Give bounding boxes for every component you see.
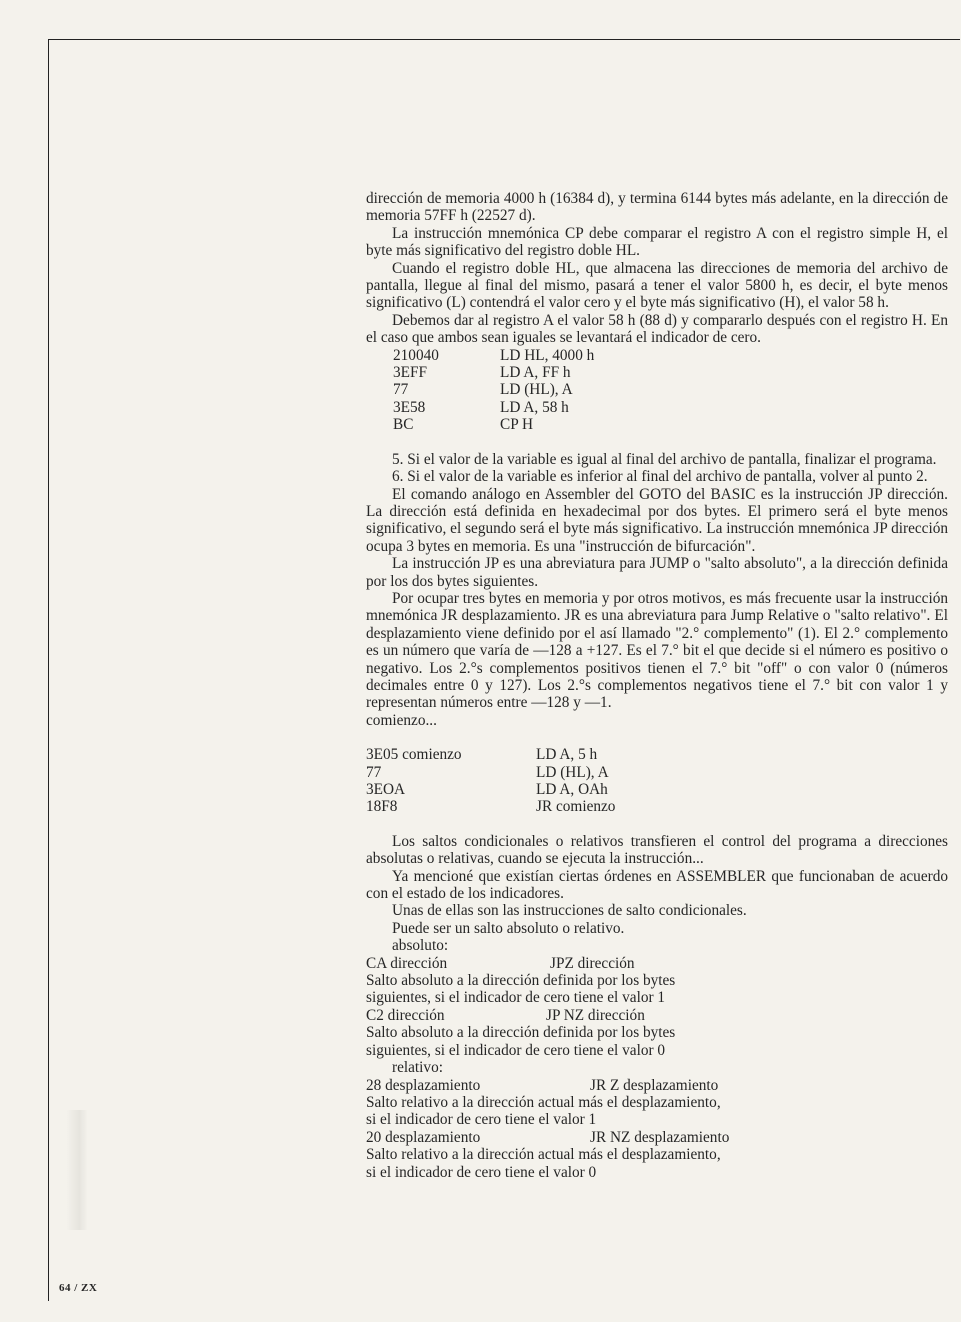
instruction-row [366,1077,948,1094]
asm-code: JR comienzo [536,798,616,816]
paragraph: comienzo... [366,711,437,729]
code-line [366,798,948,815]
page-shading [66,1110,88,1230]
paragraph: El comando análogo en Assembler del GOTO del BASIC es la instrucción JP dirección. La dirección está definida en hexadecimal por dos bytes. El primero será el byte menos significativo, el segundo será el byte más significativo. La instrucción mnemónica JP dirección ocupa 3 bytes en memoria. Es una "instrucción de bifurcación". [366,485,948,555]
code-line [366,746,948,763]
instruction-row [366,1129,948,1146]
asm-code: LD (HL), A [500,381,573,399]
mnemonic: JP NZ dirección [546,1006,645,1024]
spacer [366,816,948,833]
code-line [366,781,948,798]
hex-code: 77 [366,763,382,781]
code-line [366,381,948,398]
paragraph: La instrucción mnemónica CP debe comparar el registro A con el registro simple H, el byte más significativo del registro doble HL. [366,224,948,260]
instruction-row [366,955,948,972]
instruction-desc: si el indicador de cero tiene el valor 1 [366,1111,597,1129]
opcode: CA dirección [366,954,448,972]
opcode: 28 desplazamiento [366,1076,481,1094]
hex-code: 3EFF [393,364,428,382]
page-number: 64 / ZX [59,1282,98,1294]
paragraph: Puede ser un salto absoluto o relativo. [392,919,625,937]
code-line [366,399,948,416]
asm-code: LD HL, 4000 h [500,346,595,364]
paragraph: La instrucción JP es una abreviatura para JUMP o "salto absoluto", a la dirección definida por los dos bytes siguientes. [366,555,948,590]
paragraph: 5. Si el valor de la variable es igual al final del archivo de pantalla, finalizar el programa. [392,450,937,468]
asm-code: LD A, FF h [500,364,571,382]
paragraph: Cuando el registro doble HL, que almacena las direcciones de memoria del archivo de pantalla, llegue al final del mismo, pasará a tener el valor 5800 h, es decir, el byte menos significativo (L) contendrá el valor cero y el byte más significativo (H), el valor 58 h. [366,259,948,312]
hex-code: 3EOA [366,781,406,798]
paragraph: Ya mencioné que existían ciertas órdenes en ASSEMBLER que funcionaban de acuerdo con el estado de los indicadores. [366,867,948,903]
code-listing-1 [366,347,948,434]
instruction-desc: Salto absoluto a la dirección definida por los bytes [366,1024,676,1042]
mnemonic: JPZ dirección [550,954,635,972]
hex-code: 3E58 [393,398,426,416]
instruction-desc: Salto absoluto a la dirección definida por los bytes [366,972,676,990]
hex-code: 210040 [393,346,439,364]
hex-code: 77 [393,381,409,399]
opcode: 20 desplazamiento [366,1128,481,1146]
asm-code: LD A, 58 h [500,398,569,416]
code-listing-2 [366,746,948,816]
article-column [366,190,948,1181]
asm-code: LD A, OAh [536,781,608,798]
section-label: relativo: [392,1059,443,1077]
paragraph: dirección de memoria 4000 h (16384 d), y termina 6144 bytes más adelante, en la dirección de memoria 57FF h (22527 d). [366,190,948,225]
instruction-row [366,1007,948,1024]
code-line [366,347,948,364]
instruction-desc: si el indicador de cero tiene el valor 0 [366,1163,597,1181]
opcode: C2 dirección [366,1006,445,1024]
hex-code: BC [393,416,414,434]
spacer [366,434,948,451]
paragraph: 6. Si el valor de la variable es inferior al final del archivo de pantalla, volver al punto 2. [392,468,928,486]
mnemonic: JR NZ desplazamiento [590,1128,730,1146]
paragraph: Unas de ellas son las instrucciones de salto condicionales. [392,902,747,920]
paragraph: Por ocupar tres bytes en memoria y por otros motivos, es más frecuente usar la instrucción mnemónica JR desplazamiento. JR es una abreviatura para Jump Relative o "salto relativo". El desplazamiento viene definido por el así llamado "2.° complemento" (1). El 2.° complemento es un número que varía de —128 a +127. Es el 7.° bit el que decide si el número es positivo o negativo. Los 2.°s complementos positivos tienen el 7.° bit "off" o con valor 0 (números decimales entre 0 y 127). Los 2.°s complementos negativos tiene el 7.° bit con valor 1 y representan números entre —128 y —1. [366,589,948,712]
mnemonic: JR Z desplazamiento [590,1076,719,1094]
top-rule [48,39,960,40]
code-line [366,416,948,433]
spacer [366,729,948,746]
code-line [366,764,948,781]
code-line [366,364,948,381]
hex-code: 18F8 [366,798,398,816]
section-label: absoluto: [392,937,449,955]
instruction-desc: Salto relativo a la dirección actual más el desplazamiento, [366,1093,721,1111]
instruction-desc: siguientes, si el indicador de cero tiene el valor 1 [366,989,666,1007]
instruction-desc: siguientes, si el indicador de cero tiene el valor 0 [366,1041,666,1059]
paragraph: Los saltos condicionales o relativos transfieren el control del programa a direcciones absolutas o relativas, cuando se ejecuta la instrucción... [366,832,948,868]
hex-code: 3E05 comienzo [366,746,462,764]
instruction-desc: Salto relativo a la dirección actual más el desplazamiento, [366,1146,721,1164]
asm-code: LD A, 5 h [536,746,598,764]
paragraph: Debemos dar al registro A el valor 58 h (88 d) y compararlo después con el registro H. En el caso que ambos sean iguales se levantará el indicador de cero. [366,311,948,347]
left-rule [48,39,49,1301]
asm-code: CP H [500,416,534,434]
asm-code: LD (HL), A [536,763,609,781]
